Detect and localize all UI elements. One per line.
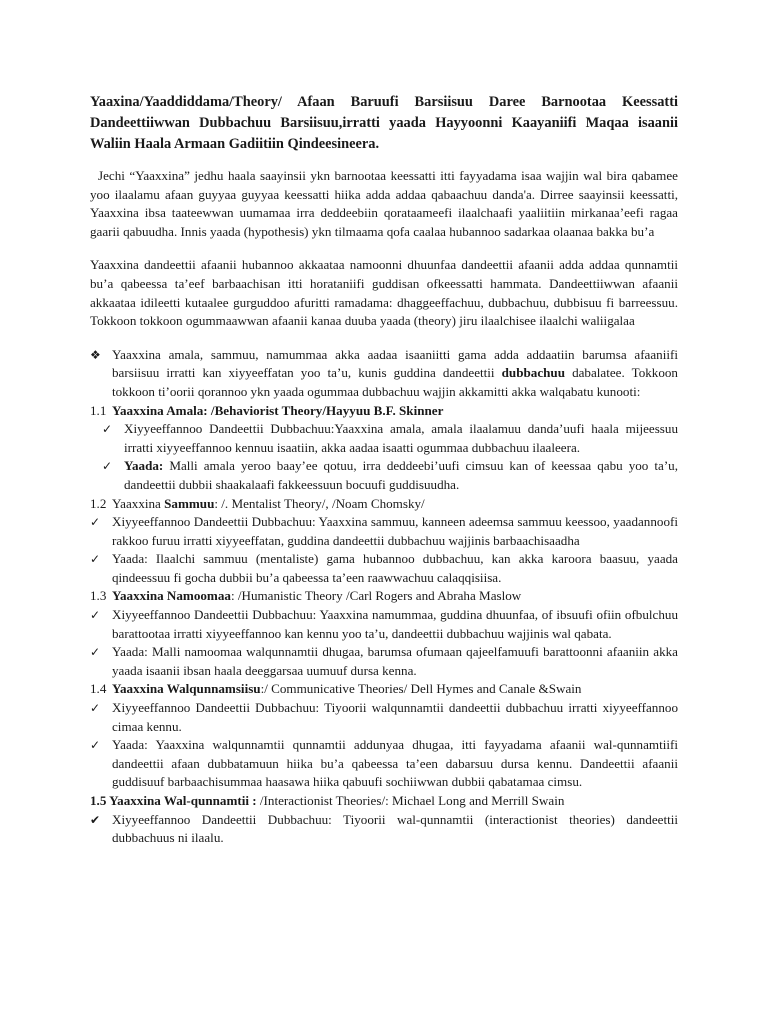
section-heading-1-5 (90, 792, 678, 811)
list-item (90, 513, 678, 550)
list-item-text: Xiyyeeffannoo Dandeettii Dubbachuu:Yaaxxina amala, amala ilaalamuu danda’uufi haala mijeessuu irratti xiyyeeffannoo kennuu isaatiin, akka aadaa isaatti ogummaa dubbachuu ilaaleera. (124, 421, 678, 455)
list-item-text: Yaada: Ilaalchi sammuu (mentaliste) gama hubannoo dubbachuu, kan akka karoora baasuu, yaada qindeessuu fi gocha dubbii bu’a qabeessa ta’een raawwachuu calaqqisiisa. (112, 551, 678, 585)
section-heading-rest: /Interactionist Theories/: Michael Long and Merrill Swain (256, 793, 565, 808)
section-heading-1-1 (90, 402, 678, 421)
list-item-text: Xiyyeeffannoo Dandeettii Dubbachuu: Tiyoorii wal-qunnamtii (interactionist theories) dandeettii dubbachuus ni ilaalu. (112, 811, 678, 846)
check-icon: ✓ (90, 701, 101, 716)
check-icon: ✓ (90, 738, 101, 753)
check-icon: ✓ (90, 515, 101, 530)
check-icon: ✓ (90, 645, 101, 660)
intro-bullet (90, 346, 678, 402)
check-icon: ✓ (90, 552, 101, 567)
list-item-text: Malli amala yeroo baay’ee qotuu, irra deddeebi’uufi cimsuu kan of keessaa qabu yoo ta’u, dandeettii dubbii shaakalaafi fakkeessuun bocuufi guddisuudha. (124, 458, 678, 492)
check-icon: ✓ (102, 422, 113, 437)
intro-bold: dubbachuu (501, 365, 565, 381)
intro-text: Yaaxxina amala, sammuu, namummaa akka aadaa isaaniitti gama adda addaatiin barumsa afaaniifi barsiisuu irratti kan xiyyeeffatan yoo ta’u, kunis guddina dandeettii (112, 346, 678, 381)
section-heading-bold: 1.5 Yaaxxina Wal-qunnamtii : (90, 793, 257, 808)
section-heading-1-2 (90, 495, 678, 514)
section-heading-pre: Yaaxxina (112, 495, 165, 511)
section-number: 1.3 (90, 588, 107, 604)
section-heading-bold: Yaaxxina Walqunnamsiisu (112, 681, 261, 697)
section-heading-rest: : /Humanistic Theory /Carl Rogers and Abraha Maslow (230, 588, 522, 604)
paragraph-skills: Yaaxxina dandeettii afaanii hubannoo akkaataa namoonni dhuunfaa dandeettii afaanii adda addaa qunnamtii bu’a qabeessa ta’eef barbaachisan itti horataniifi guddisan ofkeessatti hammata. Dandeettiiwwan afaanii akkaataa idileetti kutaalee gurguddoo afuritti ramadama: dhaggeeffachuu, dubbachuu, dubbisuu fi barreessuu. Tokkoon tokkoon ogummaawwan afaanii kanaa duuba yaada (theory) jiru ilaalchisee ilaalchi waliigalaa (90, 257, 678, 329)
intro-text-end: dabalatee. Tokkoon tokkoon ti’oorii qorannoo ykn yaada ogummaa dubbachuu wajjin akkamitti akka walqabatu kunooti: (112, 365, 678, 399)
document-title (90, 92, 678, 155)
check-icon: ✓ (90, 608, 101, 623)
section-heading-bold: Sammuu (164, 495, 215, 511)
list-item-text: Xiyyeeffannoo Dandeettii Dubbachuu: Yaaxxina sammuu, kanneen adeemsa sammuu keessoo, yaadannoofi rakkoo furuu irratti xiyyeeffatan, guddina dandeettii dubbachuu wajjinis barbaachisaadha (112, 514, 678, 548)
section-number: 1.4 (90, 681, 107, 697)
section-heading-rest: :/ Communicative Theories/ Dell Hymes and Canale &Swain (260, 681, 582, 697)
check-bold-icon: ✔ (90, 812, 101, 827)
list-item-text: Yaada: Malli namoomaa walqunnamtii dhugaa, barumsa ofumaan qajeelfamuufi barattoonni afaaniin akka yaada isaanii ibsan haala deeggarsaa uumuuf dursa kenna. (112, 644, 678, 678)
list-item (90, 550, 678, 587)
paragraph-definition: Jechi “Yaaxxina” jedhu haala saayinsii ykn barnootaa keessatti itti fayyadama isaa wajjin wal bira qabamee yoo ilaalamu afaan guyyaa guyyaa keessatti hiika adda addaa qabaachuu danda'a. Dirree saayinsii keessatti, Yaaxxina ibsa taateewwan uumamaa irra deddeebiin qorataameefi ilaalchaafi yaaliitiin mirkanaa’eefi ragaa gaarii qabuudha. Innis yaada (hypothesis) ykn tilmaama qofa caalaa hubannoo sadarkaa olaanaa bakka bu’a (90, 168, 678, 239)
section-heading-bold: Yaaxxina Amala: /Behaviorist Theory/Hayyuu B.F. Skinner (112, 402, 444, 418)
section-heading-rest: : /. Mentalist Theory/, /Noam Chomsky/ (214, 495, 425, 511)
check-icon: ✓ (102, 459, 113, 474)
diamond-bullet-icon: ❖ (90, 347, 101, 362)
title-text: Yaaxina/Yaaddiddama/Theory/ Afaan Baruufi Barsiisuu Daree Barnootaa Keessatti Dandeettiiwwan Dubbachuu Barsiisuu,irratti yaada Hayyoonni Kaayaniifi Maqaa isaanii Waliin Haala Armaan Gadiitiin Qindeesineera (90, 94, 678, 152)
section-heading-1-4 (90, 680, 678, 699)
list-item (90, 606, 678, 643)
list-item (90, 643, 678, 680)
section-number: 1.2 (90, 495, 107, 511)
section-heading-1-3 (90, 587, 678, 606)
title-end: . (375, 136, 380, 152)
list-item (90, 699, 678, 736)
section-number: 1.1 (90, 402, 107, 418)
list-item (90, 736, 678, 792)
list-item (90, 420, 678, 457)
section-heading-bold: Yaaxxina Namoomaa (112, 588, 231, 604)
list-item-text: Xiyyeeffannoo Dandeettii Dubbachuu: Yaaxxina namummaa, guddina dhuunfaa, of ibsuufi ofiin ofbulchuu barattootaa irratti xiyyeeffannoo kan kennu yoo ta’u, dandeettii dubbachuu wajjinis wal qabata. (112, 607, 678, 641)
list-item (90, 457, 678, 494)
list-item-text: Xiyyeeffannoo Dandeettii Dubbachuu: Tiyoorii walqunnamtii dandeettii dubbachuu irratti xiyyeeffannoo cimaa kennu. (112, 700, 678, 734)
list-item-text: Yaada: Yaaxxina walqunnamtii qunnamtii addunyaa dhugaa, itti fayyadama afaanii wal-qunnamtiifi dandeettii afaan dubbatamuun hiika bu’a qabeessa ta’een dabarsuu dursa kennu. Dandeettii afaanii guddisuuf barbaachisummaa haasawa hiika qabuufi sochiiwwan dubbii qabatamaa cimsu. (112, 737, 678, 790)
list-item (90, 811, 678, 848)
list-item-bold: Yaada: (124, 458, 164, 474)
